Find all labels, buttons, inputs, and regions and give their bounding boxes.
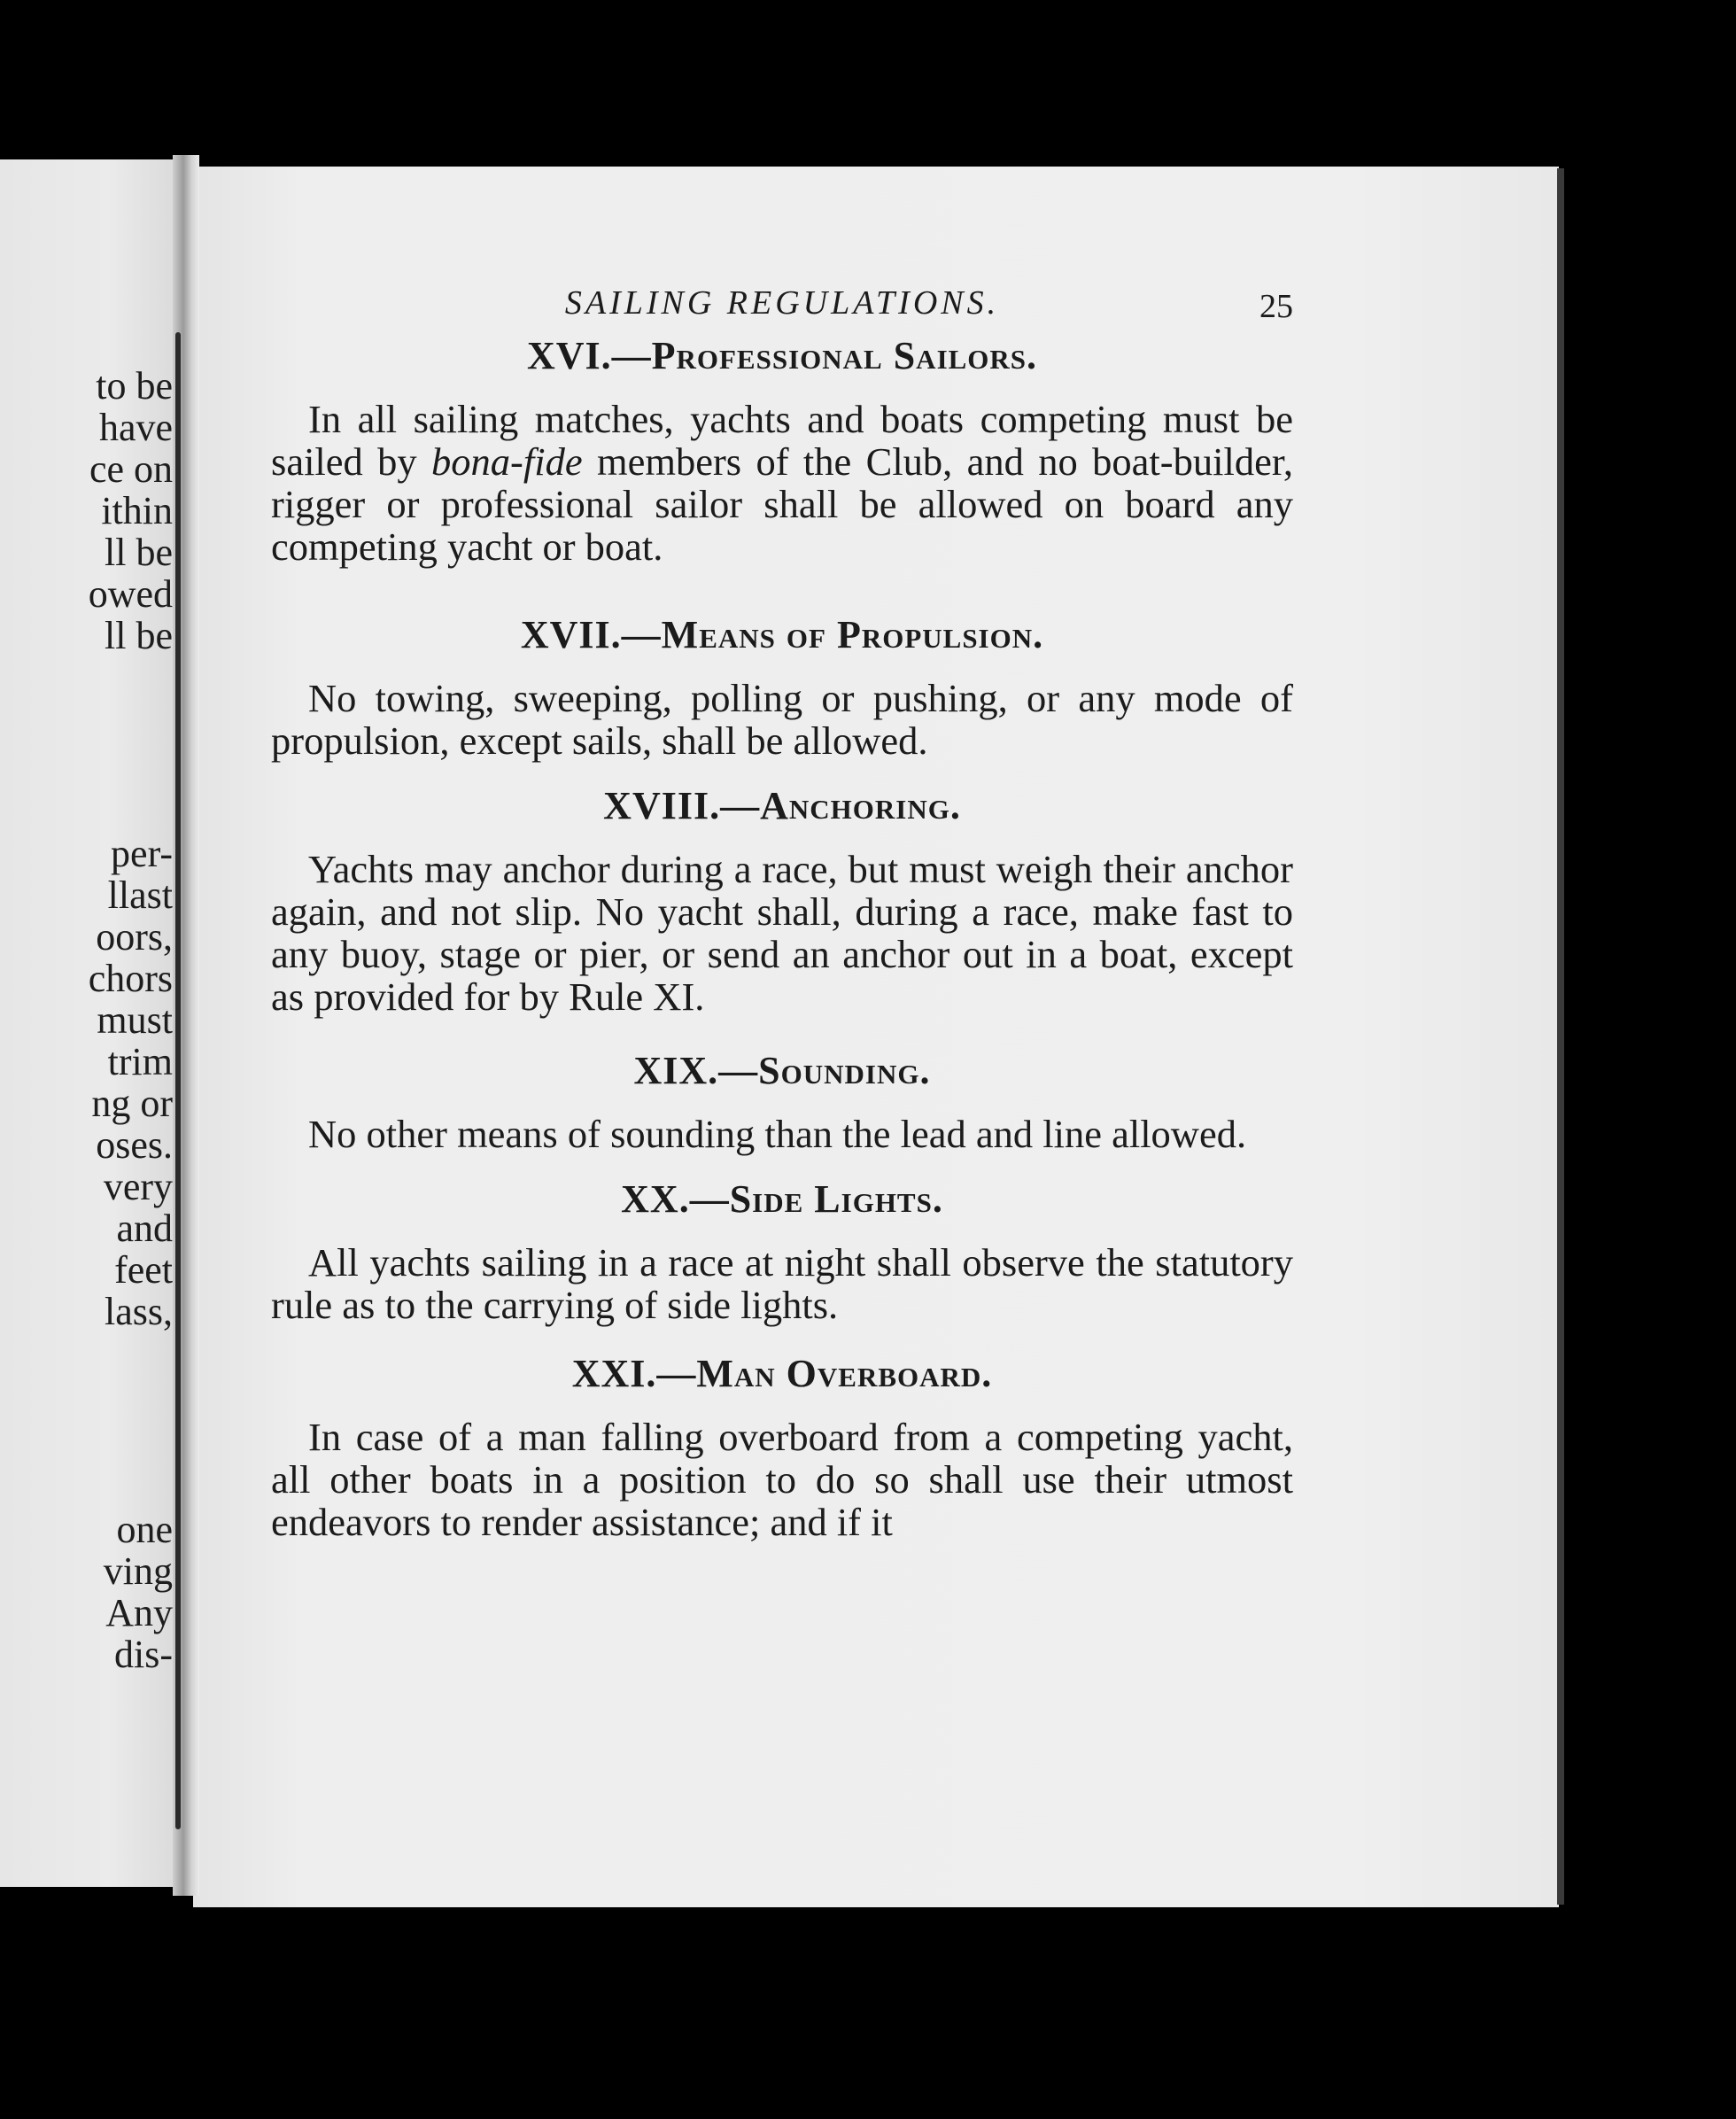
section-heading: XVII.—Means of Propulsion. (520, 613, 1044, 656)
left-page-fragment: must (97, 998, 173, 1042)
binding-thread (175, 332, 181, 1829)
paragraph-text: members of the Club, and no boat-builder, rigger or professional sailor shall be allowed on board any competing yacht or boat. (271, 439, 1293, 569)
section-paragraph: All yachts sailing in a race at night shall observe the statutory rule as to the carrying of side lights. (271, 1240, 1293, 1327)
page-number: 25 (1259, 288, 1293, 325)
left-page-fragment: dis- (114, 1633, 173, 1676)
left-page-fragment: ll be (105, 614, 173, 657)
left-page-fragment: trim (107, 1040, 173, 1083)
section-heading: XX.—Side Lights. (621, 1177, 943, 1221)
section-paragraph: In case of a man falling overboard from a competing yacht, all other boats in a position to do so shall use their utmost endeavors to render assistance; and if it (271, 1415, 1293, 1544)
section-paragraph (271, 398, 1293, 568)
left-page-fragment: to be (96, 364, 173, 408)
left-page-fragment: feet (114, 1248, 173, 1292)
section-heading: XVI.—Professional Sailors. (526, 334, 1038, 377)
page-edge (1557, 168, 1564, 1905)
running-title: SAILING REGULATIONS. (564, 284, 1000, 322)
paragraph-text: In all sailing matches, yachts and boats competing must be sailed by (271, 397, 1293, 484)
section-paragraph: Yachts may anchor during a race, but must weigh their anchor again, and not slip. No yacht shall, during a race, make fast to any buoy, stage or pier, or send an anchor out in a boat, except as provided for by Rule XI. (271, 847, 1293, 1019)
running-head (271, 275, 1293, 328)
left-page-fragment: one (116, 1508, 173, 1551)
page-content (271, 275, 1293, 1543)
section-paragraph: No other means of sounding than the lead and line allowed. (308, 1112, 1247, 1156)
left-page-fragment: per- (111, 832, 173, 875)
left-page-fragment: very (103, 1165, 173, 1208)
italic-term: bona-fide (431, 439, 583, 484)
left-page-fragment: chors (88, 957, 173, 1000)
left-page-fragment: llast (107, 873, 173, 917)
left-page-fragment: lass, (105, 1290, 173, 1333)
left-page-fragment: oors, (96, 915, 173, 959)
left-page-fragment: owed (88, 572, 173, 616)
left-page-fragment: and (116, 1207, 173, 1250)
left-page-fragment: ll be (105, 531, 173, 574)
left-page-fragment: ng or (91, 1082, 173, 1125)
section-heading: XIX.—Sounding. (633, 1049, 931, 1092)
left-page-fragment: Any (105, 1591, 173, 1634)
left-page-fragment: ithin (101, 489, 173, 532)
left-page-fragment: ving (103, 1549, 173, 1593)
section-paragraph: No towing, sweeping, polling or pushing, or any mode of propulsion, except sails, shall be allowed. (271, 676, 1293, 763)
left-page (0, 159, 182, 1887)
left-page-fragment: oses. (96, 1123, 173, 1167)
section-heading: XVIII.—Anchoring. (603, 784, 961, 827)
left-page-fragment: ce on (89, 447, 173, 491)
left-page-fragment: have (98, 406, 173, 449)
section-heading: XXI.—Man Overboard. (571, 1352, 993, 1395)
